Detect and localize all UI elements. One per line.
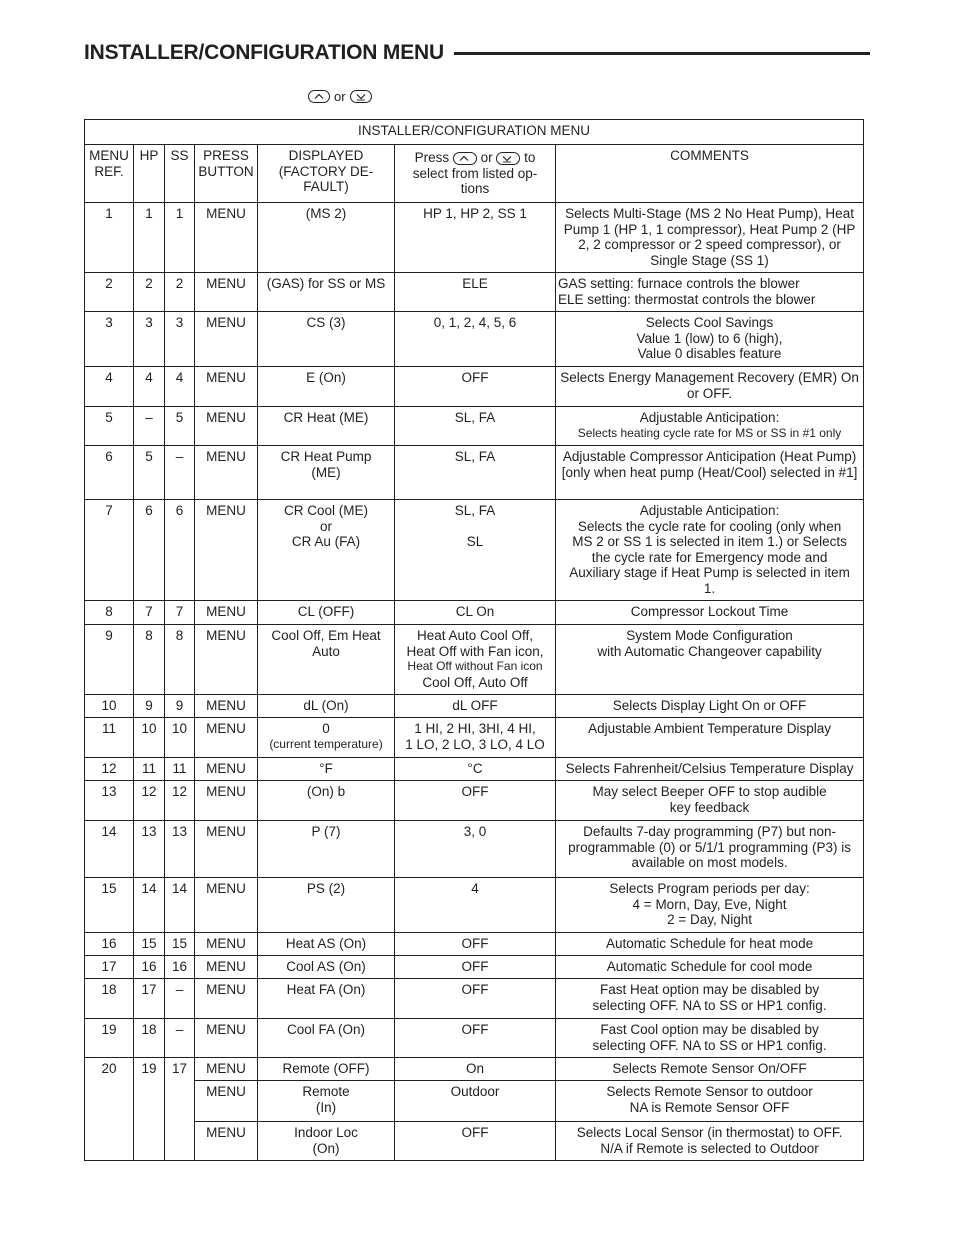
options-cell: OFF — [395, 367, 556, 407]
press-button-cell: MENU — [195, 695, 258, 718]
table-row — [85, 500, 864, 601]
displayed-line: or — [319, 518, 332, 534]
hp-cell: 10 — [134, 718, 165, 758]
title-rule — [454, 52, 870, 55]
hp-cell: 12 — [134, 781, 165, 821]
down-arrow-button-icon — [350, 90, 372, 103]
comment-line: Selects Remote Sensor to outdoor — [606, 1084, 813, 1099]
comments-cell — [556, 1122, 864, 1161]
hp-cell: 16 — [134, 956, 165, 979]
press-button-cell: MENU — [195, 821, 258, 878]
options-cell — [395, 718, 556, 758]
comments-cell: Selects Remote Sensor On/OFF — [556, 1058, 864, 1081]
press-button-cell: MENU — [195, 601, 258, 625]
ss-cell: 1 — [165, 203, 195, 273]
displayed-line: 0 — [322, 721, 330, 736]
table-row — [85, 878, 864, 933]
menu-ref-cell: 9 — [85, 625, 134, 695]
ss-cell: 8 — [165, 625, 195, 695]
options-cell: Outdoor — [395, 1081, 556, 1122]
displayed-cell: P (7) — [258, 821, 395, 878]
options-cell: SL, FA — [395, 407, 556, 446]
displayed-cell: CL (OFF) — [258, 601, 395, 625]
menu-ref-cell: 12 — [85, 758, 134, 781]
up-arrow-button-icon — [453, 152, 477, 165]
hp-cell: 8 — [134, 625, 165, 695]
displayed-cell: Remote (OFF) — [258, 1058, 395, 1081]
hp-cell: 7 — [134, 601, 165, 625]
option-line: SL, FA — [454, 503, 496, 518]
menu-ref-cell: 11 — [85, 718, 134, 758]
comments-cell — [556, 407, 864, 446]
options-cell: OFF — [395, 781, 556, 821]
hp-cell: 1 — [134, 203, 165, 273]
displayed-cell — [258, 1122, 395, 1161]
header-displayed: DISPLAYED (FACTORY DE-FAULT) — [258, 145, 395, 203]
displayed-cell: (MS 2) — [258, 203, 395, 273]
displayed-line: CR Cool (ME) — [283, 503, 368, 518]
options-cell: dL OFF — [395, 695, 556, 718]
menu-ref-cell: 10 — [85, 695, 134, 718]
displayed-cell: °F — [258, 758, 395, 781]
options-cell: OFF — [395, 979, 556, 1019]
ss-cell: 4 — [165, 367, 195, 407]
press-button-cell: MENU — [195, 1058, 258, 1081]
option-line: 1 HI, 2 HI, 3HI, 4 HI, — [414, 721, 536, 736]
displayed-cell: CS (3) — [258, 312, 395, 367]
table-row — [85, 407, 864, 446]
displayed-cell: CR Heat (ME) — [258, 407, 395, 446]
ss-cell: 7 — [165, 601, 195, 625]
displayed-line: (On) — [312, 1140, 340, 1156]
press-button-cell: MENU — [195, 1019, 258, 1058]
table-row — [85, 1019, 864, 1058]
options-cell: 3, 0 — [395, 821, 556, 878]
table-row — [85, 979, 864, 1019]
header-select-options — [395, 145, 556, 203]
hp-cell: 19 — [134, 1058, 165, 1161]
menu-ref-cell: 14 — [85, 821, 134, 878]
ss-cell: 12 — [165, 781, 195, 821]
comment-line: Value 0 disables feature — [637, 346, 782, 361]
comment-line: ELE setting: thermostat controls the blower — [558, 291, 816, 307]
comment-line: selecting OFF. NA to SS or HP1 config. — [592, 997, 827, 1013]
menu-ref-cell: 3 — [85, 312, 134, 367]
ss-cell: 2 — [165, 273, 195, 312]
comment-line: Selects the cycle rate for cooling (only when MS 2 or SS 1 is selected in item 1.) or Selects the cycle rate for Emergency mode and Auxiliary stage if Heat Pump is selected in item 1. — [569, 518, 850, 596]
comments-cell: Automatic Schedule for heat mode — [556, 933, 864, 956]
table-row — [85, 821, 864, 878]
table-caption-row — [85, 120, 864, 145]
options-cell: OFF — [395, 933, 556, 956]
legend-or: or — [334, 89, 346, 104]
comments-cell — [556, 500, 864, 601]
table-header-row — [85, 145, 864, 203]
hp-cell: 9 — [134, 695, 165, 718]
comments-cell: Selects Fahrenheit/Celsius Temperature Display — [556, 758, 864, 781]
comment-line: 2 = Day, Night — [667, 912, 752, 927]
menu-ref-cell: 15 — [85, 878, 134, 933]
press-button-cell: MENU — [195, 500, 258, 601]
displayed-cell: (On) b — [258, 781, 395, 821]
hp-cell: 13 — [134, 821, 165, 878]
options-cell: SL, FA — [395, 446, 556, 500]
displayed-line: (In) — [315, 1099, 337, 1115]
ss-cell: 16 — [165, 956, 195, 979]
menu-ref-cell: 16 — [85, 933, 134, 956]
option-line: Heat Off without Fan icon — [407, 659, 543, 673]
table-row — [85, 625, 864, 695]
options-cell: 4 — [395, 878, 556, 933]
displayed-cell: Heat FA (On) — [258, 979, 395, 1019]
header-ss: SS — [165, 145, 195, 203]
displayed-cell — [258, 1081, 395, 1122]
press-button-cell: MENU — [195, 1122, 258, 1161]
displayed-cell: Cool Off, Em Heat Auto — [258, 625, 395, 695]
table-row — [85, 203, 864, 273]
menu-ref-cell: 18 — [85, 979, 134, 1019]
ss-cell: – — [165, 979, 195, 1019]
down-arrow-button-icon — [496, 152, 520, 165]
menu-ref-cell: 8 — [85, 601, 134, 625]
displayed-cell: CR Heat Pump (ME) — [258, 446, 395, 500]
hp-cell: 4 — [134, 367, 165, 407]
ss-cell: – — [165, 446, 195, 500]
comment-line: Fast Heat option may be disabled by — [599, 982, 820, 997]
option-line: Heat Auto Cool Off, — [416, 628, 534, 643]
ss-cell: 3 — [165, 312, 195, 367]
page-title: INSTALLER/CONFIGURATION MENU — [84, 41, 444, 64]
press-button-cell: MENU — [195, 407, 258, 446]
options-cell: OFF — [395, 1019, 556, 1058]
displayed-line: CR Au (FA) — [291, 534, 361, 549]
comments-cell: Selects Energy Management Recovery (EMR) On or OFF. — [556, 367, 864, 407]
displayed-cell: PS (2) — [258, 878, 395, 933]
displayed-cell: E (On) — [258, 367, 395, 407]
table-row — [85, 956, 864, 979]
comments-cell — [556, 312, 864, 367]
table-row — [85, 933, 864, 956]
comment-line: N/A if Remote is selected to Outdoor — [600, 1140, 819, 1156]
hp-cell: 3 — [134, 312, 165, 367]
comments-cell — [556, 273, 864, 312]
options-cell: ELE — [395, 273, 556, 312]
comment-line: Adjustable Anticipation: — [639, 410, 780, 425]
comments-cell: Selects Display Light On or OFF — [556, 695, 864, 718]
options-cell — [395, 625, 556, 695]
hp-cell: 14 — [134, 878, 165, 933]
header-menu-ref: MENU REF. — [85, 145, 134, 203]
header-press-button: PRESS BUTTON — [195, 145, 258, 203]
ss-cell: 17 — [165, 1058, 195, 1161]
displayed-cell: (GAS) for SS or MS — [258, 273, 395, 312]
press-button-cell: MENU — [195, 1081, 258, 1122]
displayed-cell: Heat AS (On) — [258, 933, 395, 956]
comment-line: selecting OFF. NA to SS or HP1 config. — [592, 1037, 827, 1053]
hp-cell: – — [134, 407, 165, 446]
header-select-text: to select from listed op-tions — [412, 150, 538, 196]
ss-cell: – — [165, 1019, 195, 1058]
press-button-cell: MENU — [195, 781, 258, 821]
press-button-cell: MENU — [195, 758, 258, 781]
options-cell: CL On — [395, 601, 556, 625]
comment-line: NA is Remote Sensor OFF — [629, 1099, 790, 1115]
ss-cell: 11 — [165, 758, 195, 781]
hp-cell: 6 — [134, 500, 165, 601]
table-row — [85, 273, 864, 312]
hp-cell: 18 — [134, 1019, 165, 1058]
hp-cell: 2 — [134, 273, 165, 312]
ss-cell: 9 — [165, 695, 195, 718]
displayed-cell: Cool AS (On) — [258, 956, 395, 979]
table-row — [85, 1081, 864, 1122]
menu-ref-cell: 2 — [85, 273, 134, 312]
comments-cell: Defaults 7-day programming (P7) but non-programmable (0) or 5/1/1 programming (P3) is available on most models. — [556, 821, 864, 878]
header-or-text: or — [480, 150, 493, 165]
options-cell: OFF — [395, 1122, 556, 1161]
ss-cell: 15 — [165, 933, 195, 956]
comment-line: GAS setting: furnace controls the blower — [558, 276, 800, 291]
header-comments: COMMENTS — [556, 145, 864, 203]
press-button-cell: MENU — [195, 273, 258, 312]
press-button-cell: MENU — [195, 878, 258, 933]
displayed-cell: dL (On) — [258, 695, 395, 718]
comment-line: Selects Local Sensor (in thermostat) to OFF. — [576, 1125, 843, 1140]
press-button-cell: MENU — [195, 203, 258, 273]
press-button-cell: MENU — [195, 625, 258, 695]
options-cell: °C — [395, 758, 556, 781]
header-hp: HP — [134, 145, 165, 203]
table-row — [85, 312, 864, 367]
menu-ref-cell: 13 — [85, 781, 134, 821]
comment-line: Value 1 (low) to 6 (high), — [636, 330, 783, 346]
hp-cell: 11 — [134, 758, 165, 781]
up-arrow-button-icon — [308, 90, 330, 103]
displayed-cell — [258, 718, 395, 758]
option-line: Heat Off with Fan icon, — [406, 643, 544, 659]
table-caption: INSTALLER/CONFIGURATION MENU — [85, 120, 864, 145]
press-button-cell: MENU — [195, 979, 258, 1019]
menu-ref-cell: 1 — [85, 203, 134, 273]
ss-cell: 13 — [165, 821, 195, 878]
table-row — [85, 1122, 864, 1161]
table-row — [85, 781, 864, 821]
table-row — [85, 601, 864, 625]
comment-line: with Automatic Changeover capability — [597, 643, 822, 659]
displayed-line: (current temperature) — [269, 736, 383, 751]
comments-cell — [556, 979, 864, 1019]
comments-cell: May select Beeper OFF to stop audible key feedback — [556, 781, 864, 821]
menu-ref-cell: 20 — [85, 1058, 134, 1161]
press-button-cell: MENU — [195, 718, 258, 758]
press-button-cell: MENU — [195, 446, 258, 500]
menu-ref-cell: 4 — [85, 367, 134, 407]
comments-cell: Compressor Lockout Time — [556, 601, 864, 625]
section-header — [84, 38, 870, 68]
comment-line: Selects Program periods per day: — [609, 881, 810, 896]
button-legend — [308, 89, 372, 104]
options-cell: On — [395, 1058, 556, 1081]
displayed-cell: Cool FA (On) — [258, 1019, 395, 1058]
table-row — [85, 758, 864, 781]
comments-cell — [556, 625, 864, 695]
config-menu-table — [84, 119, 864, 1161]
hp-cell: 5 — [134, 446, 165, 500]
ss-cell: 6 — [165, 500, 195, 601]
ss-cell: 5 — [165, 407, 195, 446]
option-line: Cool Off, Auto Off — [422, 674, 528, 690]
ss-cell: 10 — [165, 718, 195, 758]
comment-line: Selects heating cycle rate for MS or SS in #1 only — [577, 425, 842, 440]
comments-cell: Selects Multi-Stage (MS 2 No Heat Pump), Heat Pump 1 (HP 1, 1 compressor), Heat Pump 2 (HP 2, 2 compressor or 2 speed compressor), or Single Stage (SS 1) — [556, 203, 864, 273]
comment-line: Fast Cool option may be disabled by — [600, 1022, 819, 1037]
ss-cell: 14 — [165, 878, 195, 933]
menu-ref-cell: 6 — [85, 446, 134, 500]
comments-cell — [556, 1019, 864, 1058]
comments-cell — [556, 1081, 864, 1122]
displayed-cell — [258, 500, 395, 601]
press-button-cell: MENU — [195, 367, 258, 407]
comment-line: Adjustable Anticipation: — [639, 503, 780, 518]
options-cell: OFF — [395, 956, 556, 979]
options-cell — [395, 500, 556, 601]
header-press-text: Press — [414, 150, 450, 165]
menu-ref-cell: 5 — [85, 407, 134, 446]
table-row — [85, 1058, 864, 1081]
menu-ref-cell: 17 — [85, 956, 134, 979]
option-line: SL — [466, 533, 484, 549]
table-row — [85, 367, 864, 407]
comment-line: Selects Cool Savings — [645, 315, 774, 330]
comments-cell: Automatic Schedule for cool mode — [556, 956, 864, 979]
table-row — [85, 718, 864, 758]
displayed-line: Indoor Loc — [294, 1125, 358, 1140]
press-button-cell: MENU — [195, 312, 258, 367]
comments-cell: Adjustable Compressor Anticipation (Heat Pump) [only when heat pump (Heat/Cool) selected in #1] — [556, 446, 864, 500]
press-button-cell: MENU — [195, 956, 258, 979]
hp-cell: 17 — [134, 979, 165, 1019]
displayed-line: Remote — [302, 1084, 350, 1099]
option-line: 1 LO, 2 LO, 3 LO, 4 LO — [405, 736, 545, 752]
table-row — [85, 695, 864, 718]
options-cell: HP 1, HP 2, SS 1 — [395, 203, 556, 273]
comment-line: System Mode Configuration — [626, 628, 793, 643]
table-row — [85, 446, 864, 500]
comment-line: 4 = Morn, Day, Eve, Night — [632, 896, 787, 912]
press-button-cell: MENU — [195, 933, 258, 956]
hp-cell: 15 — [134, 933, 165, 956]
comments-cell — [556, 878, 864, 933]
menu-ref-cell: 19 — [85, 1019, 134, 1058]
comments-cell: Adjustable Ambient Temperature Display — [556, 718, 864, 758]
options-cell: 0, 1, 2, 4, 5, 6 — [395, 312, 556, 367]
menu-ref-cell: 7 — [85, 500, 134, 601]
